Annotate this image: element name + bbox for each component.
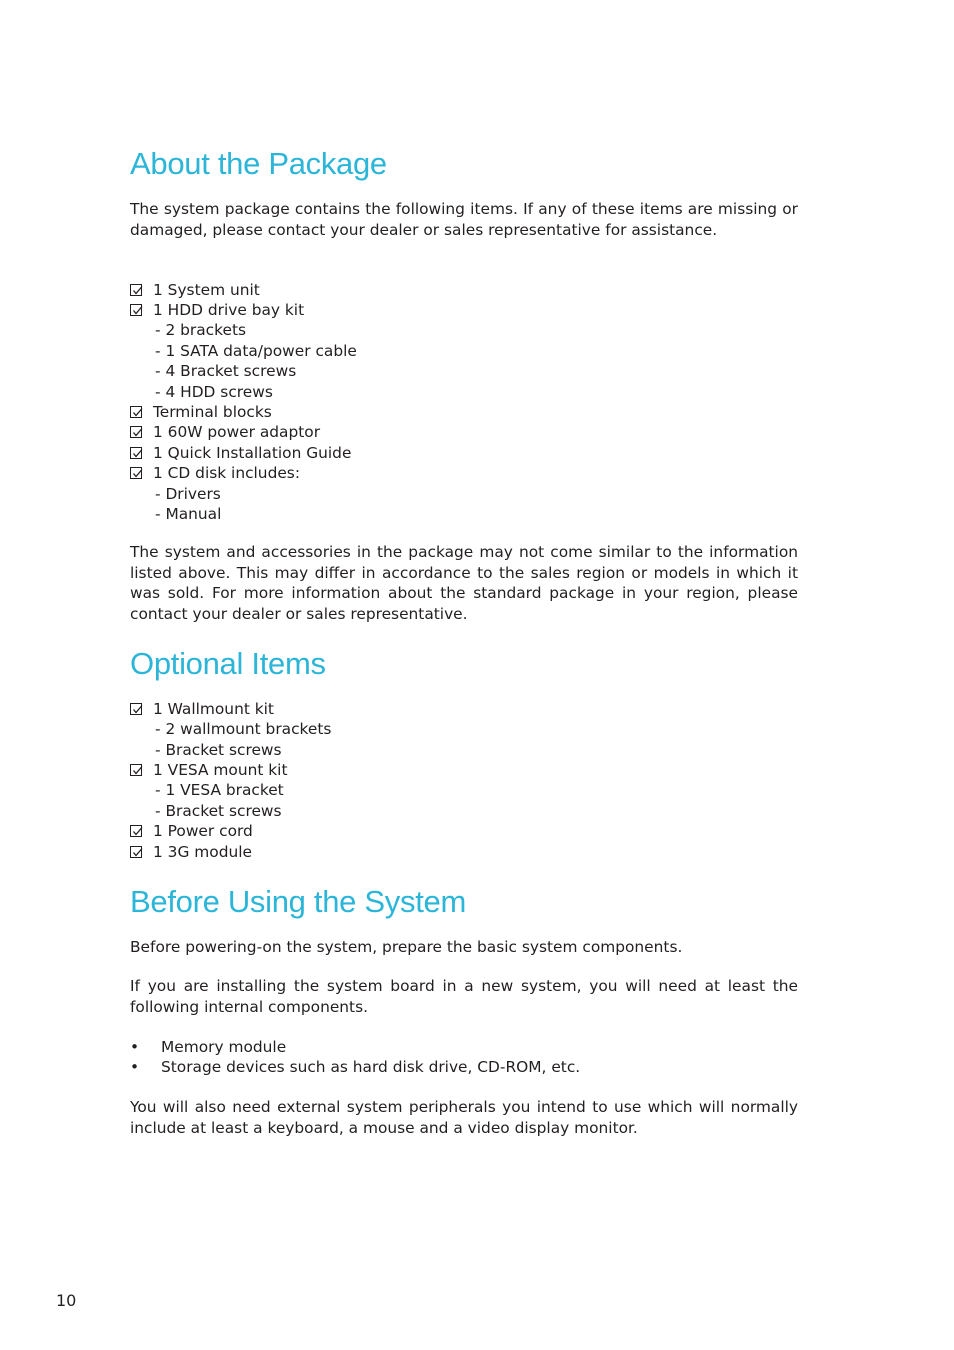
package-item-label: 1 60W power adaptor [153, 423, 321, 441]
checked-box-icon [130, 406, 142, 418]
optional-item [130, 760, 287, 781]
optional-subitem: - Bracket screws [155, 741, 282, 759]
optional-item [130, 821, 253, 842]
page-number: 10 [56, 1291, 77, 1310]
checked-box-icon [130, 703, 142, 715]
bullet-icon: • [130, 1058, 140, 1076]
package-subitem: - Drivers [155, 485, 221, 503]
optional-item-label: 1 Wallmount kit [153, 700, 274, 718]
optional-item-label: 1 VESA mount kit [153, 761, 288, 779]
package-subitem: - 4 HDD screws [155, 383, 273, 401]
heading-about-the-package: About the Package [130, 146, 387, 181]
component-bullet-label: Storage devices such as hard disk drive, CD-ROM, etc. [161, 1058, 581, 1076]
package-subitem: - 4 Bracket screws [155, 362, 297, 380]
checked-box-icon [130, 467, 142, 479]
package-item-label: 1 HDD drive bay kit [153, 301, 305, 319]
checked-box-icon [130, 447, 142, 459]
package-item-label: Terminal blocks [153, 403, 272, 421]
component-bullet-item [130, 1037, 286, 1058]
bullet-icon: • [130, 1038, 140, 1056]
package-item-label: 1 CD disk includes: [153, 464, 301, 482]
package-item [130, 463, 300, 484]
optional-subitem: - Bracket screws [155, 802, 282, 820]
package-subitem: - 2 brackets [155, 321, 247, 339]
component-bullet-label: Memory module [161, 1038, 287, 1056]
package-subitem: - 1 SATA data/power cable [155, 342, 357, 360]
package-item [130, 280, 260, 301]
optional-subitem: - 2 wallmount brackets [155, 720, 332, 738]
package-item-label: 1 System unit [153, 281, 260, 299]
package-item-label: 1 Quick Installation Guide [153, 444, 352, 462]
heading-before-using-the-system: Before Using the System [130, 884, 466, 919]
component-bullet-item [130, 1057, 580, 1078]
package-item [130, 422, 320, 443]
optional-item-label: 1 3G module [153, 843, 252, 861]
optional-item [130, 842, 252, 863]
package-subitem: - Manual [155, 505, 222, 523]
package-item [130, 300, 304, 321]
optional-item [130, 699, 274, 720]
heading-optional-items: Optional Items [130, 646, 326, 681]
optional-subitem: - 1 VESA bracket [155, 781, 284, 799]
checked-box-icon [130, 846, 142, 858]
package-item [130, 402, 272, 423]
checked-box-icon [130, 304, 142, 316]
optional-item-label: 1 Power cord [153, 822, 253, 840]
package-item [130, 443, 351, 464]
checked-box-icon [130, 284, 142, 296]
checked-box-icon [130, 764, 142, 776]
before-paragraph-1: Before powering-on the system, prepare the basic system components. [130, 938, 683, 956]
before-paragraph-2: If you are installing the system board in a new system, you will need at least the following internal components. [130, 977, 798, 1016]
about-intro-paragraph: The system package contains the following items. If any of these items are missing or damaged, please contact your dealer or sales representative for assistance. [130, 200, 798, 239]
about-note-paragraph: The system and accessories in the package may not come similar to the information listed above. This may differ in accordance to the sales region or models in which it was sold. For more information about the standard package in your region, please contact your dealer or sales representative. [130, 543, 798, 623]
before-paragraph-3: You will also need external system peripherals you intend to use which will normally include at least a keyboard, a mouse and a video display monitor. [130, 1098, 798, 1137]
checked-box-icon [130, 825, 142, 837]
checked-box-icon [130, 426, 142, 438]
